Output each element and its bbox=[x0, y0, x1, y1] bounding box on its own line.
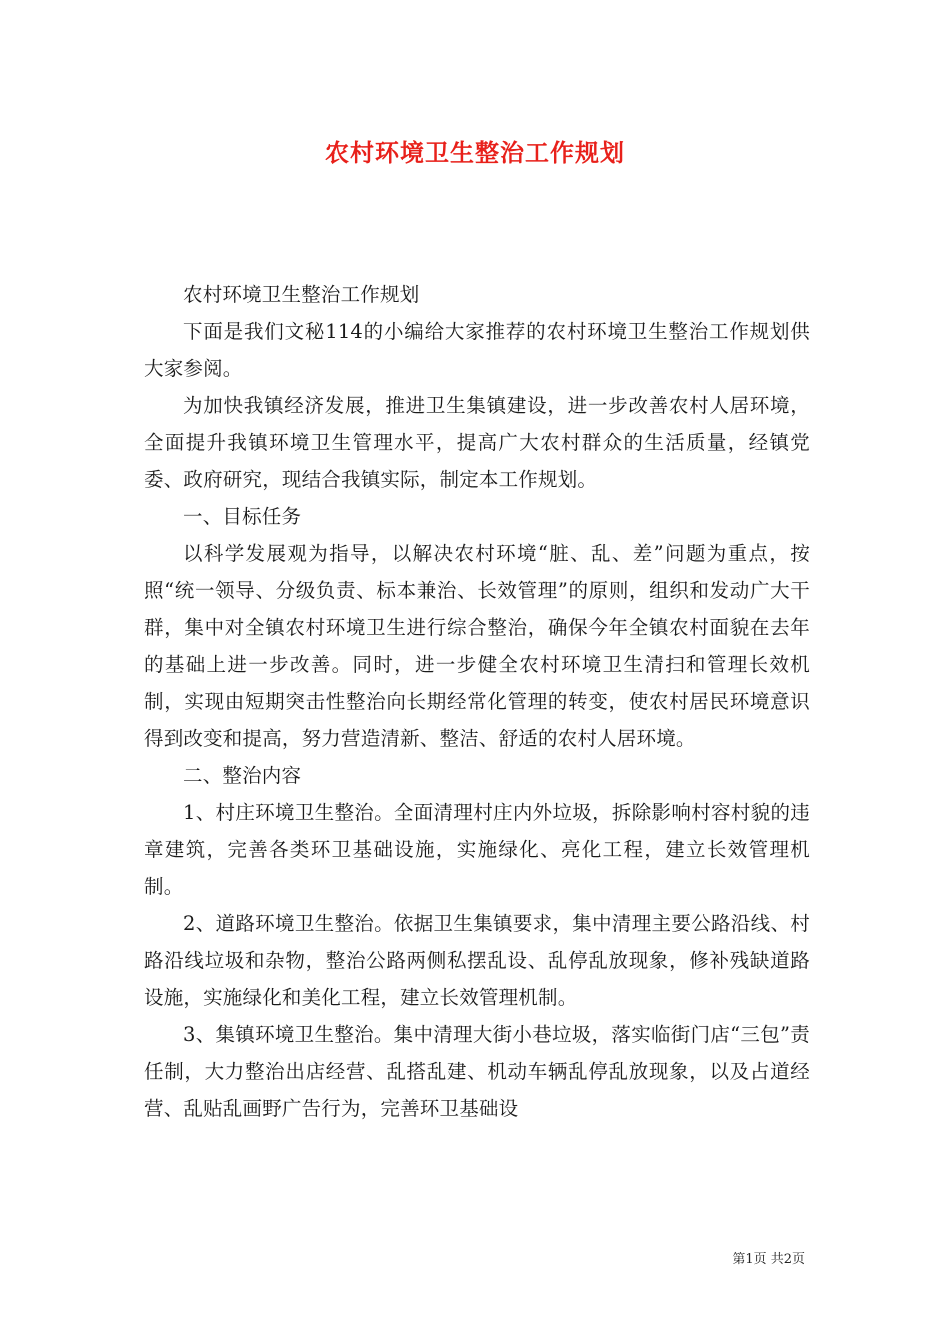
section-heading-goals: 一、目标任务 bbox=[183, 505, 302, 528]
section-heading-content: 二、整治内容 bbox=[183, 764, 302, 787]
document-body bbox=[144, 276, 810, 1127]
paragraph-intro: 下面是我们文秘114的小编给大家推荐的农村环境卫生整治工作规划供大家参阅。 bbox=[144, 320, 810, 380]
paragraph-heading: 农村环境卫生整治工作规划 bbox=[183, 283, 420, 306]
paragraph-item-2: 2、道路环境卫生整治。依据卫生集镇要求，集中清理主要公路沿线、村路沿线垃圾和杂物，整治公路两侧私摆乱设、乱停乱放现象，修补残缺道路设施，实施绿化和美化工程，建立长效管理机制。 bbox=[144, 912, 810, 1009]
paragraph-goals: 以科学发展观为指导，以解决农村环境“脏、乱、差”问题为重点，按照“统一领导、分级负责、标本兼治、长效管理”的原则，组织和发动广大干群，集中对全镇农村环境卫生进行综合整治，确保今年全镇农村面貌在去年的基础上进一步改善。同时，进一步健全农村环境卫生清扫和管理长效机制，实现由短期突击性整治向长期经常化管理的转变，使农村居民环境意识得到改变和提高，努力营造清新、整洁、舒适的农村人居环境。 bbox=[144, 542, 810, 750]
paragraph-item-3: 3、集镇环境卫生整治。集中清理大街小巷垃圾，落实临街门店“三包”责任制，大力整治出店经营、乱搭乱建、机动车辆乱停乱放现象，以及占道经营、乱贴乱画野广告行为，完善环卫基础设 bbox=[144, 1023, 810, 1120]
document-title: 农村环境卫生整治工作规划 bbox=[325, 138, 625, 167]
paragraph-purpose: 为加快我镇经济发展，推进卫生集镇建设，进一步改善农村人居环境，全面提升我镇环境卫生管理水平，提高广大农村群众的生活质量，经镇党委、政府研究，现结合我镇实际，制定本工作规划。 bbox=[144, 394, 810, 491]
page-number: 第1页 共2页 bbox=[732, 1252, 805, 1267]
paragraph-item-1: 1、村庄环境卫生整治。全面清理村庄内外垃圾，拆除影响村容村貌的违章建筑，完善各类环卫基础设施，实施绿化、亮化工程，建立长效管理机制。 bbox=[144, 801, 810, 898]
